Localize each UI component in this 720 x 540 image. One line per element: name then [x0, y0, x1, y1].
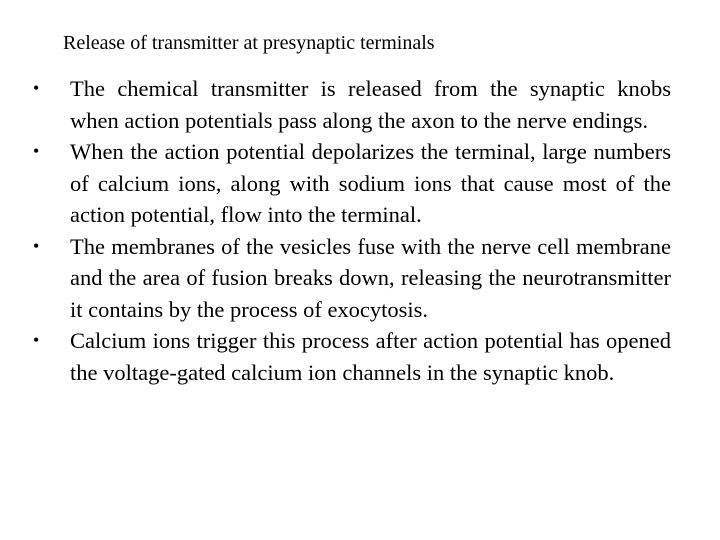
bullet-text: The membranes of the vesicles fuse with the nerve cell membrane and the area of fusion breaks down, releasing the neurotransmitter it contains by the process of exocytosis. [70, 233, 671, 322]
bullet-text: Calcium ions trigger this process after action potential has opened the voltage-gated calcium ion channels in the synaptic knob. [70, 328, 671, 385]
bullet-text: The chemical transmitter is released from the synaptic knobs when action potentials pass along the axon to the nerve endings. [70, 76, 671, 133]
bullet-point-icon: • [33, 78, 40, 98]
bullet-text: When the action potential depolarizes the terminal, large numbers of calcium ions, along with sodium ions that cause most of the action potential, flow into the terminal. [70, 139, 671, 227]
bullet-item [33, 73, 671, 136]
bullet-list [33, 73, 671, 388]
bullet-item [33, 136, 671, 231]
bullet-item [33, 231, 671, 326]
bullet-point-icon: • [33, 235, 40, 256]
slide-title: Release of transmitter at presynaptic terminals [63, 32, 435, 54]
bullet-item [33, 325, 671, 388]
bullet-point-icon: • [33, 330, 40, 350]
bullet-point-icon: • [33, 141, 40, 161]
